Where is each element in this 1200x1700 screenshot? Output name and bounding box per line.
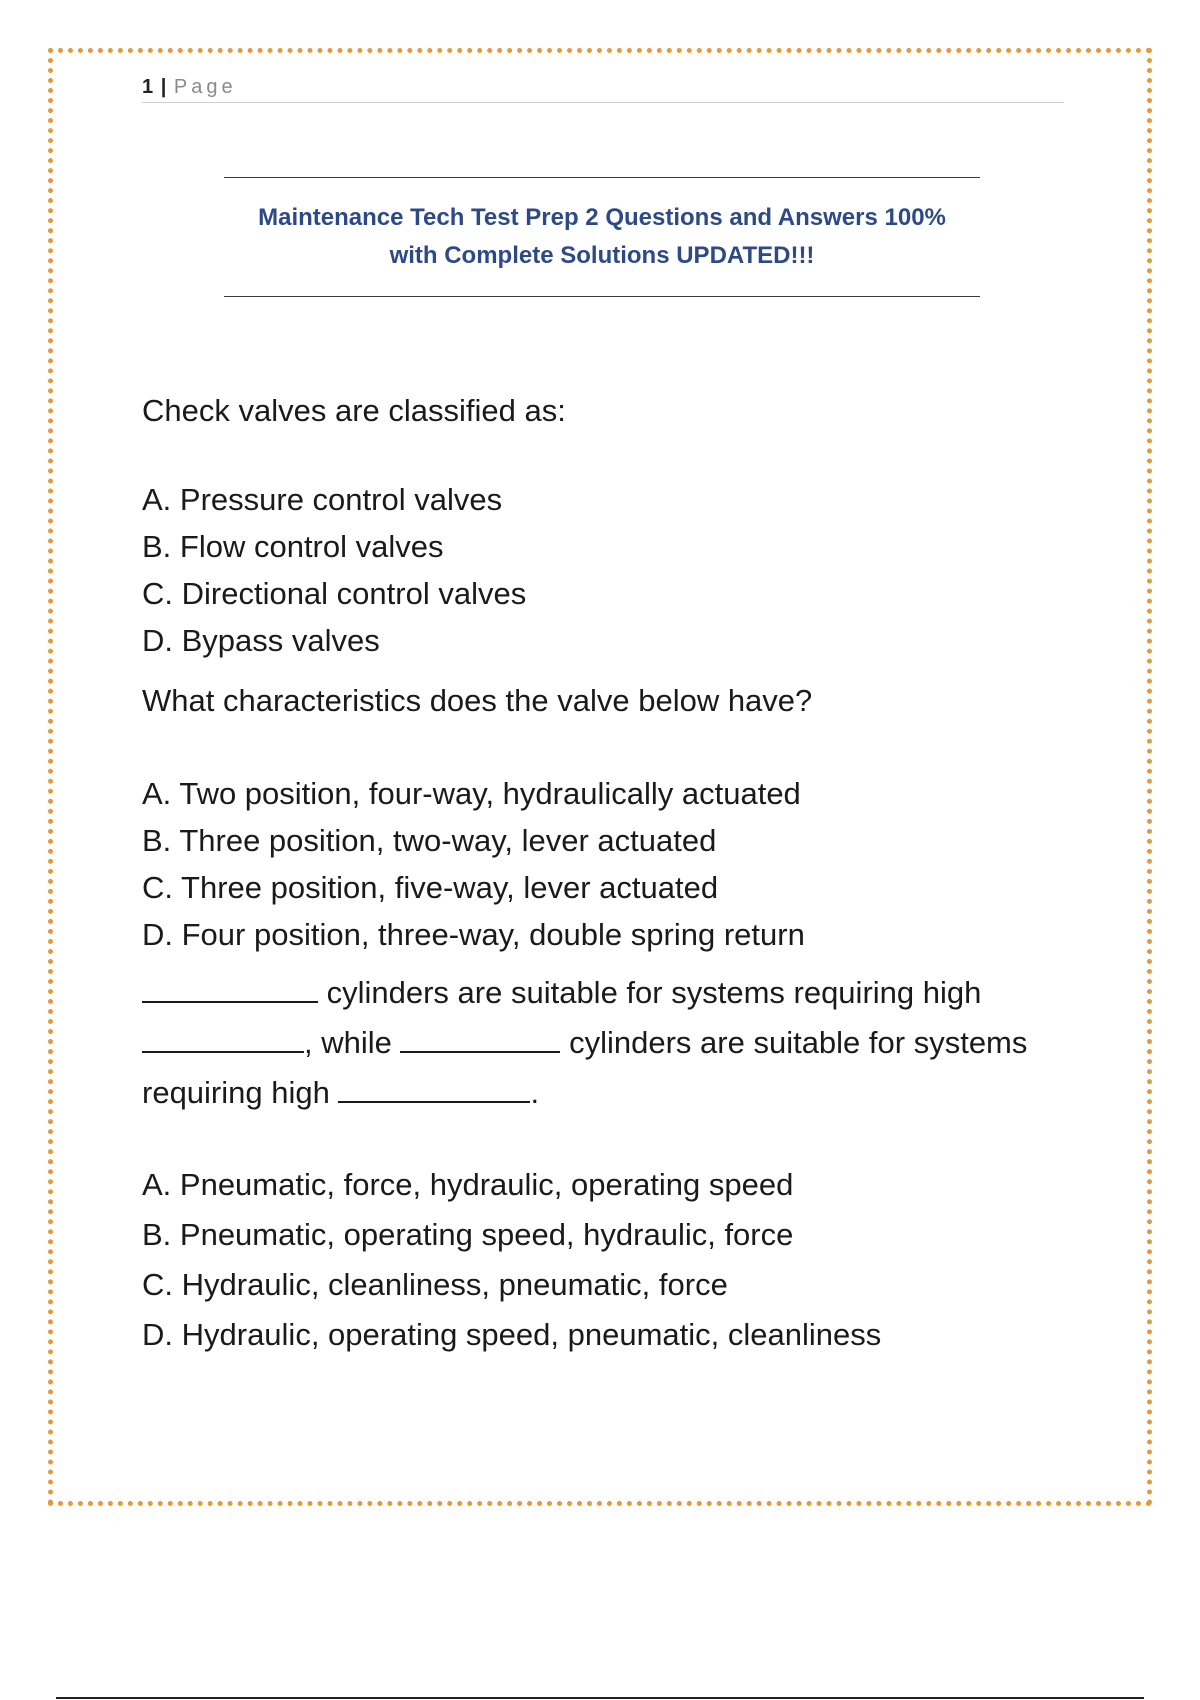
page-number: 1: [142, 76, 154, 98]
question-3-line-3: [142, 1068, 1072, 1118]
question-3-option-b: B. Pneumatic, operating speed, hydraulic, force: [142, 1217, 794, 1252]
question-3-text-3: cylinders are suitable for systems: [560, 1025, 1028, 1060]
page-header: [142, 74, 1064, 103]
question-3-option-c: C. Hydraulic, cleanliness, pneumatic, force: [142, 1267, 728, 1302]
question-3-prompt: [142, 968, 1072, 1118]
question-1-option-c: C. Directional control valves: [142, 576, 527, 611]
question-1-option-b: B. Flow control valves: [142, 529, 444, 564]
question-content: [142, 386, 1072, 1360]
question-2-option-d: D. Four position, three-way, double spring return: [142, 917, 805, 952]
question-3-text-4: requiring high: [142, 1075, 339, 1110]
question-2-option-a: A. Two position, four-way, hydraulically actuated: [142, 776, 801, 811]
document-title-line-1: Maintenance Tech Test Prep 2 Questions and Answers 100%: [258, 204, 946, 231]
question-1-option-a: A. Pressure control valves: [142, 482, 503, 517]
answer-blank: [338, 1071, 530, 1103]
answer-blank: [400, 1021, 560, 1053]
question-2-option-c: C. Three position, five-way, lever actuated: [142, 870, 719, 905]
question-3-option-a: A. Pneumatic, force, hydraulic, operating speed: [142, 1167, 794, 1202]
question-1-options: [142, 476, 1072, 664]
page-label: Page: [173, 76, 237, 98]
question-2-option-b: B. Three position, two-way, lever actuated: [142, 823, 717, 858]
question-3-line-2: [142, 1018, 1072, 1068]
answer-blank: [142, 1021, 304, 1053]
question-1-option-d: D. Bypass valves: [142, 623, 380, 658]
question-3-text-1: cylinders are suitable for systems requiring high: [318, 975, 982, 1010]
question-2-options: [142, 770, 1072, 958]
page-separator: |: [160, 76, 167, 98]
document-title-line-2: with Complete Solutions UPDATED!!!: [389, 242, 815, 269]
footer-rule: [56, 1697, 1144, 1699]
question-3-line-1: [142, 968, 1072, 1018]
question-3-options: [142, 1160, 1072, 1360]
question-3-option-d: D. Hydraulic, operating speed, pneumatic, cleanliness: [142, 1317, 882, 1352]
spacer: [142, 726, 1072, 776]
question-3-text-5: .: [530, 1075, 540, 1110]
question-3-text-2: , while: [304, 1025, 401, 1060]
answer-blank: [142, 971, 318, 1003]
question-1-prompt: Check valves are classified as:: [142, 393, 566, 428]
document-title-box: [224, 177, 980, 297]
question-2-prompt: What characteristics does the valve below have?: [142, 683, 813, 718]
